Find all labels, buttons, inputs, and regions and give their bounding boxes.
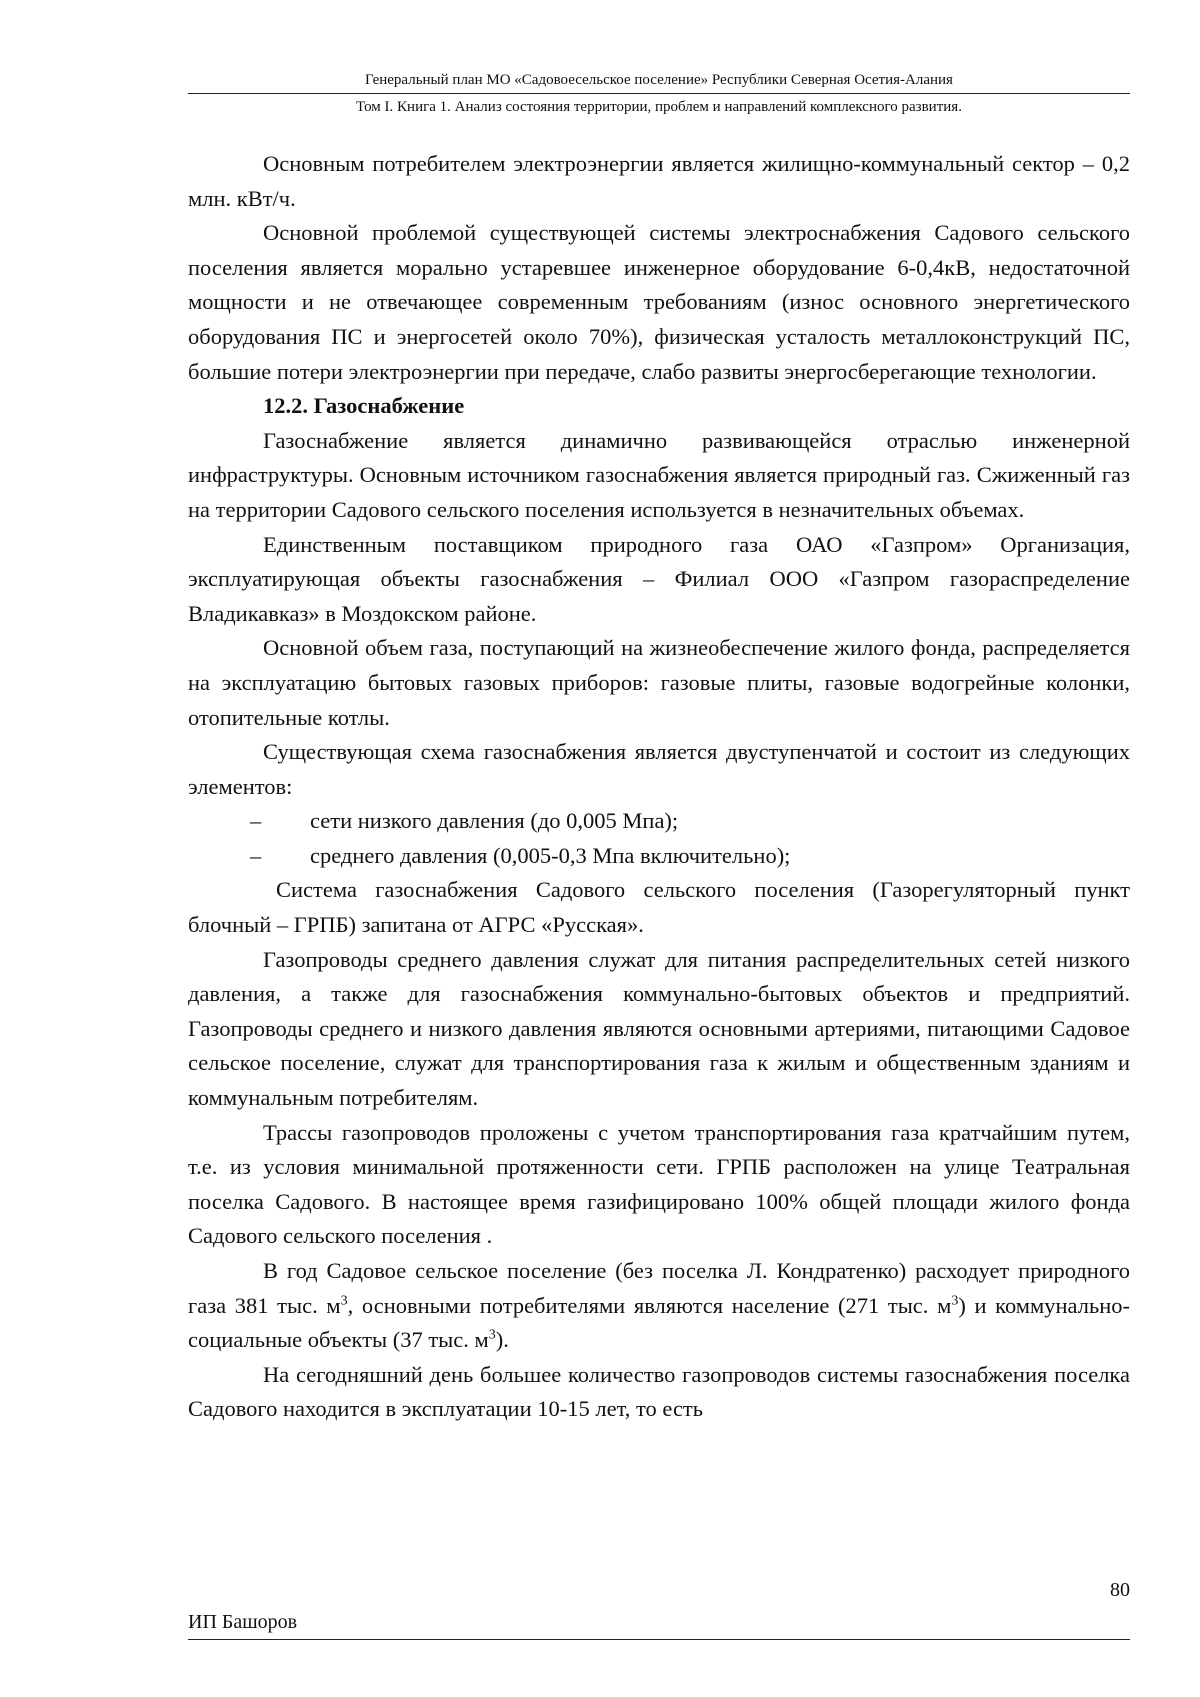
paragraph-gas-age: На сегодняшний день большее количество газопроводов системы газоснабжения поселка Садового находится в эксплуатации 10-15 лет, то есть <box>188 1361 1130 1422</box>
header-title: Генеральный план МО «Садовоесельское поселение» Республики Северная Осетия-Алания <box>188 70 1130 94</box>
list-item <box>188 839 1130 874</box>
paragraph-gas-supplier: Единственным поставщиком природного газа ОАО «Газпром» Организация, эксплуатирующая объекты газоснабжения – Филиал ООО «Газпром газораспределение Владикавказ» в Моздокском районе. <box>188 531 1130 626</box>
list-bullet: – <box>250 808 262 834</box>
section-heading: 12.2. Газоснабжение <box>263 393 465 419</box>
document-body <box>188 147 1130 1427</box>
list-item-text: среднего давления (0,005-0,3 Мпа включительно); <box>310 842 791 868</box>
page-number: 80 <box>1110 1579 1130 1601</box>
paragraph-gas-intro: Газоснабжение является динамично развивающейся отраслью инженерной инфраструктуры. Основным источником газоснабжения является природный газ. Сжиженный газ на территории Садового сельского поселения используется в незначительных объемах. <box>188 427 1130 522</box>
paragraph-gas-routes: Трассы газопроводов проложены с учетом транспортирования газа кратчайшим путем, т.е. из условия минимальной протяженности сети. ГРПБ расположен на улице Театральная поселка Садового. В настоящее время газифицировано 100% общей площади жилого фонда Садового сельского поселения . <box>188 1119 1130 1249</box>
paragraph-gas-scheme: Существующая схема газоснабжения является двуступенчатой и состоит из следующих элементов: <box>188 739 1130 799</box>
paragraph-gas-system: Система газоснабжения Садового сельского поселения (Газорегуляторный пункт блочный – ГРПБ) запитана от АГРС «Русская». <box>188 877 1130 938</box>
paragraph-gas-volume: Основной объем газа, поступающий на жизнеобеспечение жилого фонда, распределяется на эксплуатацию бытовых газовых приборов: газовые плиты, газовые водогрейные колонки, отопительные котлы. <box>188 635 1130 730</box>
paragraph-electricity-problem: Основной проблемой существующей системы электроснабжения Садового сельского поселения является морально устаревшее инженерное оборудование 6-0,4кВ, недостаточной мощности и не отвечающее современным требованиям (износ основного энергетического оборудования ПС и энергосетей около 70%), физическая усталость металлоконструкций ПС, большие потери электроэнергии при передаче, слабо развиты энергосберегающие технологии. <box>188 220 1130 384</box>
page-header <box>188 70 1130 117</box>
paragraph-gas-pipelines: Газопроводы среднего давления служат для питания распределительных сетей низкого давления, а также для газоснабжения коммунально-бытовых объектов и предприятий. Газопроводы среднего и низкого давления являются основными артериями, питающими Садовое сельское поселение, служат для транспортирования газа к жилым и общественным зданиям и коммунальным потребителям. <box>188 946 1130 1111</box>
paragraph-electricity-consumer: Основным потребителем электроэнергии является жилищно-коммунальный сектор – 0,2 млн. кВт/ч. <box>188 151 1130 211</box>
footer-author: ИП Башоров <box>188 1609 1130 1640</box>
list-bullet: – <box>250 842 262 868</box>
list-item-text: сети низкого давления (до 0,005 Мпа); <box>310 808 679 834</box>
list-item <box>188 804 1130 839</box>
page-footer <box>188 1577 1130 1640</box>
paragraph-gas-consumption: В год Садовое сельское поселение (без поселка Л. Кондратенко) расходует природного газа 381 тыс. $м^3$, основными потребителями являются население (271 тыс. $м^3$) и коммунально-социальные объекты (37 тыс. $м^3$). <box>188 1258 1131 1353</box>
header-subtitle: Том I. Книга 1. Анализ состояния территории, проблем и направлений комплексного развития. <box>356 99 962 115</box>
